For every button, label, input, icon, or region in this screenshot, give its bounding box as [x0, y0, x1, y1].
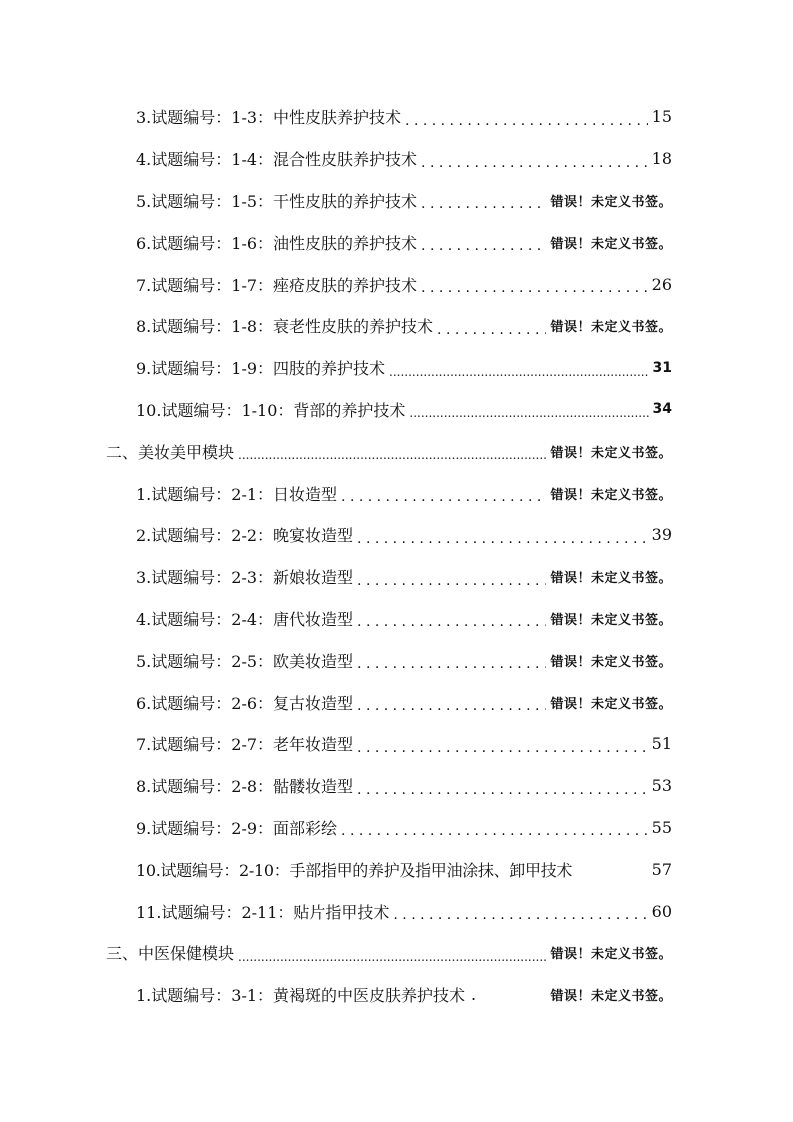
- toc-entry[interactable]: [0, 765, 793, 807]
- table-of-contents: [0, 96, 793, 1016]
- toc-entry-title: 3.试题编号：1-3：中性皮肤养护技术: [136, 108, 402, 128]
- dot-leader: [357, 570, 546, 588]
- toc-entry[interactable]: [0, 807, 793, 849]
- toc-section-title: 二、美妆美甲模块: [106, 442, 235, 462]
- toc-entry-page-error: 错误！未定义书签。: [550, 571, 672, 587]
- toc-entry[interactable]: [0, 890, 793, 932]
- toc-entry-title: 6.试题编号：1-6：油性皮肤的养护技术: [136, 233, 418, 253]
- toc-entry-page-error: 错误！未定义书签。: [550, 320, 672, 336]
- toc-entry-page: 15: [651, 107, 672, 127]
- dot-leader: [238, 444, 546, 462]
- toc-entry[interactable]: [0, 974, 793, 1016]
- toc-entry-page: 55: [651, 817, 672, 837]
- toc-entry[interactable]: [0, 598, 793, 640]
- dot-leader: [421, 193, 546, 211]
- toc-entry[interactable]: [0, 221, 793, 263]
- dot-leader: [409, 402, 648, 420]
- dot-leader: [357, 653, 546, 671]
- dot-leader: [405, 110, 648, 128]
- toc-entry-page-error: 错误！未定义书签。: [550, 236, 672, 252]
- toc-entry-title: 7.试题编号：2-7：老年妆造型: [136, 735, 354, 755]
- toc-entry-page: 51: [651, 734, 672, 754]
- dot-leader: [357, 737, 648, 755]
- toc-entry-page: 31: [652, 359, 672, 376]
- toc-entry[interactable]: [0, 305, 793, 347]
- toc-entry-page: 53: [651, 776, 672, 796]
- dot-leader: [357, 528, 648, 546]
- dot-leader: [238, 946, 546, 964]
- dot-leader: [421, 152, 648, 170]
- toc-entry-title: 5.试题编号：1-5：干性皮肤的养护技术: [136, 191, 418, 211]
- toc-entry-title: 8.试题编号：1-8：衰老性皮肤的养护技术: [136, 317, 434, 337]
- toc-entry[interactable]: [0, 472, 793, 514]
- toc-entry-title: 1.试题编号：2-1：日妆造型: [136, 484, 338, 504]
- toc-entry[interactable]: [0, 96, 793, 138]
- dot-leader: [341, 486, 546, 504]
- toc-entry-title: 11.试题编号：2-11：贴片指甲技术: [136, 902, 390, 922]
- toc-entry-title: 2.试题编号：2-2：晚宴妆造型: [136, 526, 354, 546]
- toc-entry[interactable]: [0, 138, 793, 180]
- dot-leader: .: [471, 985, 477, 1005]
- toc-entry-title: 1.试题编号：3-1：黄褐斑的中医皮肤养护技术: [136, 986, 466, 1006]
- toc-entry-title: 4.试题编号：1-4：混合性皮肤养护技术: [136, 150, 418, 170]
- dot-leader: [357, 611, 546, 629]
- dot-leader: [393, 904, 647, 922]
- toc-entry[interactable]: [0, 180, 793, 222]
- toc-entry[interactable]: [0, 389, 793, 431]
- toc-entry[interactable]: [0, 681, 793, 723]
- toc-entry-title: 10.试题编号：1-10：背部的养护技术: [136, 400, 406, 420]
- toc-entry[interactable]: [0, 347, 793, 389]
- dot-leader: [421, 235, 546, 253]
- toc-entry-page-error: 错误！未定义书签。: [550, 445, 672, 461]
- toc-section-entry[interactable]: [0, 430, 793, 472]
- dot-leader: [437, 319, 546, 337]
- toc-section-entry[interactable]: [0, 932, 793, 974]
- toc-entry-title: 9.试题编号：1-9：四肢的养护技术: [136, 359, 386, 379]
- dot-leader: [357, 695, 546, 713]
- toc-entry-page-error: 错误！未定义书签。: [550, 654, 672, 670]
- dot-leader: [341, 820, 648, 838]
- toc-entry-page: 60: [651, 901, 672, 921]
- toc-entry-page-error: 错误！未定义书签。: [550, 487, 672, 503]
- dot-leader: [357, 779, 648, 797]
- toc-entry-title: 10.试题编号：2-10：手部指甲的养护及指甲油涂抹、卸甲技术: [136, 860, 573, 880]
- dot-leader: [389, 361, 648, 379]
- toc-entry-page-error: 错误！未定义书签。: [550, 194, 672, 210]
- toc-entry-page: 57: [651, 859, 672, 879]
- toc-entry-page: 34: [652, 401, 672, 418]
- toc-entry-page: 39: [651, 525, 672, 545]
- toc-entry[interactable]: [0, 514, 793, 556]
- dot-leader: [421, 277, 648, 295]
- toc-entry[interactable]: [0, 848, 793, 890]
- toc-entry-title: 4.试题编号：2-4：唐代妆造型: [136, 609, 354, 629]
- toc-entry-page-error: 错误！未定义书签。: [550, 696, 672, 712]
- toc-entry[interactable]: [0, 263, 793, 305]
- toc-entry-page: 26: [651, 274, 672, 294]
- toc-entry-title: 3.试题编号：2-3：新娘妆造型: [136, 568, 354, 588]
- toc-entry[interactable]: [0, 723, 793, 765]
- toc-entry-page-error: 错误！未定义书签。: [550, 612, 672, 628]
- toc-entry-title: 6.试题编号：2-6：复古妆造型: [136, 693, 354, 713]
- toc-entry-title: 9.试题编号：2-9：面部彩绘: [136, 818, 338, 838]
- toc-entry-page-error: 错误！未定义书签。: [550, 989, 672, 1005]
- toc-entry-title: 7.试题编号：1-7：痤疮皮肤的养护技术: [136, 275, 418, 295]
- toc-entry-page-error: 错误！未定义书签。: [550, 947, 672, 963]
- toc-entry-title: 8.试题编号：2-8：骷髅妆造型: [136, 777, 354, 797]
- toc-entry-title: 5.试题编号：2-5：欧美妆造型: [136, 651, 354, 671]
- toc-entry-page: 18: [651, 149, 672, 169]
- toc-section-title: 三、中医保健模块: [106, 944, 235, 964]
- toc-entry[interactable]: [0, 556, 793, 598]
- toc-entry[interactable]: [0, 639, 793, 681]
